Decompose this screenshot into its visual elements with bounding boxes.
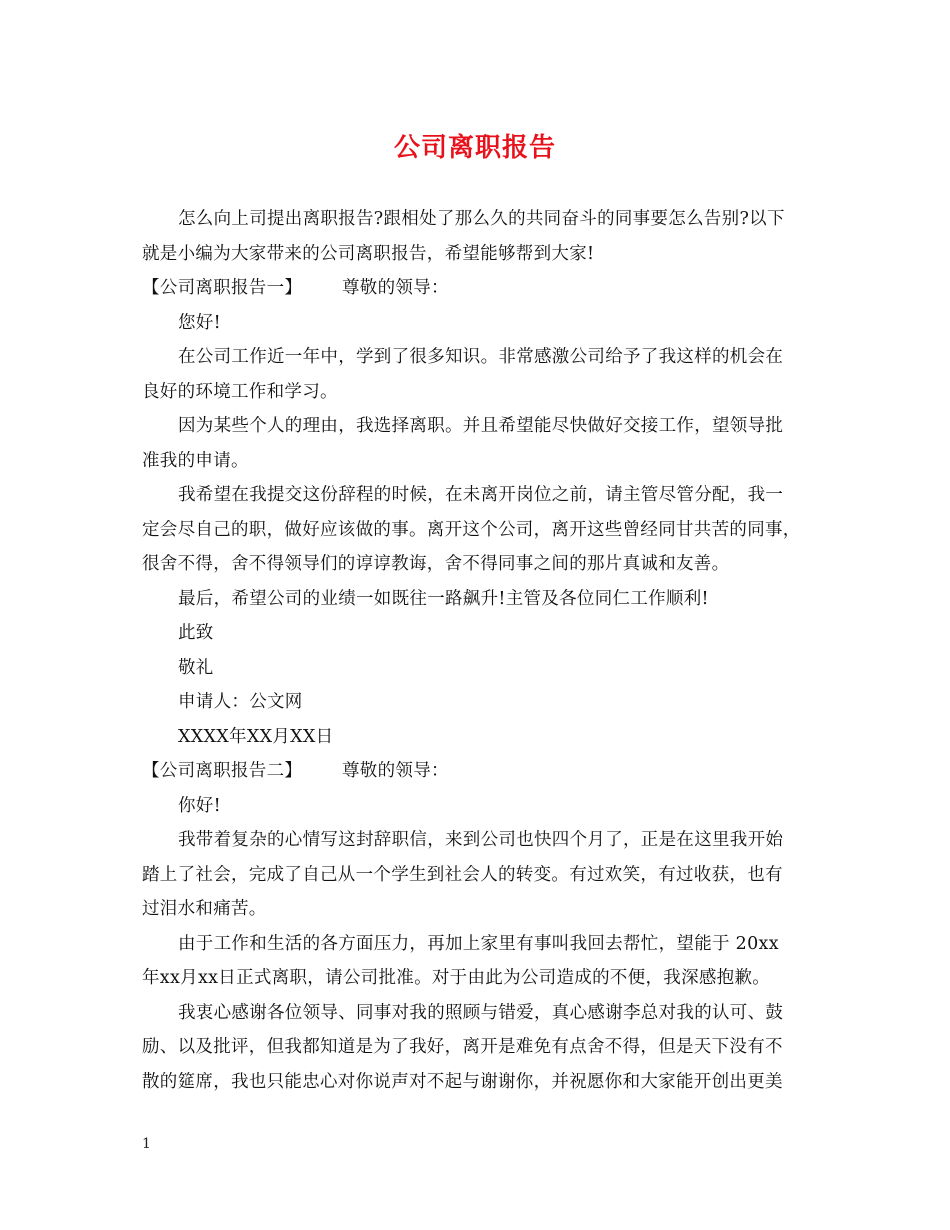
report1-heading [142, 271, 822, 306]
report2-salutation: 尊敬的领导： [342, 761, 449, 781]
report2-para2-line1: 由于工作和生活的各方面压力，再加上家里有事叫我回去帮忙，望能于 20xx [178, 933, 779, 954]
report1-para4: 最后，希望公司的业绩一如既往一路飙升!主管及各位同仁工作顺利! [178, 588, 709, 609]
report2-para1-line2: 踏上了社会，完成了自己从一个学生到社会人的转变。有过欢笑，有过收获，也有 [142, 864, 783, 885]
page-number: 1 [142, 1136, 151, 1152]
report1-salutation: 尊敬的领导： [342, 278, 449, 298]
report1-para2-line1: 因为某些个人的理由，我选择离职。并且希望能尽快做好交接工作，望领导批 [178, 416, 784, 436]
report1-para1-line2: 良好的环境工作和学习。 [142, 381, 338, 402]
intro-line-1: 怎么向上司提出离职报告?跟相处了那么久的共同奋斗的同事要怎么告别?以下 [178, 209, 785, 229]
document-title: 公司离职报告 [393, 133, 556, 163]
report1-applicant: 申请人：公文网 [178, 692, 303, 712]
report1-para3-line1: 我希望在我提交这份辞程的时候，在未离开岗位之前，请主管尽管分配，我一 [178, 485, 784, 505]
document-body [142, 202, 822, 1099]
report2-para2-line2: 年xx月xx日正式离职，请公司批准。对于由此为公司造成的不便，我深感抱歉。 [142, 968, 771, 988]
report2-para1-line1: 我带着复杂的心情写这封辞职信，来到公司也快四个月了，正是在这里我开始 [178, 830, 784, 850]
report1-para1-line1: 在公司工作近一年中，学到了很多知识。非常感激公司给予了我这样的机会在 [178, 347, 784, 367]
report2-greeting: 你好! [178, 795, 221, 816]
report1-para3-line2: 定会尽自己的职，做好应该做的事。离开这个公司，离开这些曾经同甘共苦的同事， [142, 519, 801, 540]
report2-heading [142, 754, 822, 789]
report2-para3-line1: 我衷心感谢各位领导、同事对我的照顾与错爱，真心感谢李总对我的认可、鼓 [178, 1002, 784, 1023]
report1-closing2: 敬礼 [178, 657, 214, 678]
report1-para2-line2: 准我的申请。 [142, 450, 249, 471]
report1-date: XXXX年XX月XX日 [178, 726, 334, 747]
report2-para3-line3: 散的筵席，我也只能忠心对你说声对不起与谢谢你，并祝愿你和大家能开创出更美 [142, 1071, 783, 1092]
report2-tag: 【公司离职报告二】 [142, 761, 303, 781]
intro-line-2: 就是小编为大家带来的公司离职报告，希望能够帮到大家! [142, 243, 595, 264]
report1-greeting: 您好! [178, 312, 221, 333]
report1-tag: 【公司离职报告一】 [142, 278, 303, 298]
report1-para3-line3: 很舍不得，舍不得领导们的谆谆教诲，舍不得同事之间的那片真诚和友善。 [142, 554, 730, 574]
report2-para1-line3: 过泪水和痛苦。 [142, 899, 267, 919]
report1-closing1: 此致 [178, 623, 214, 643]
report2-para3-line2: 励、以及批评，但我都知道是为了我好，离开是难免有点舍不得，但是天下没有不 [142, 1037, 783, 1057]
